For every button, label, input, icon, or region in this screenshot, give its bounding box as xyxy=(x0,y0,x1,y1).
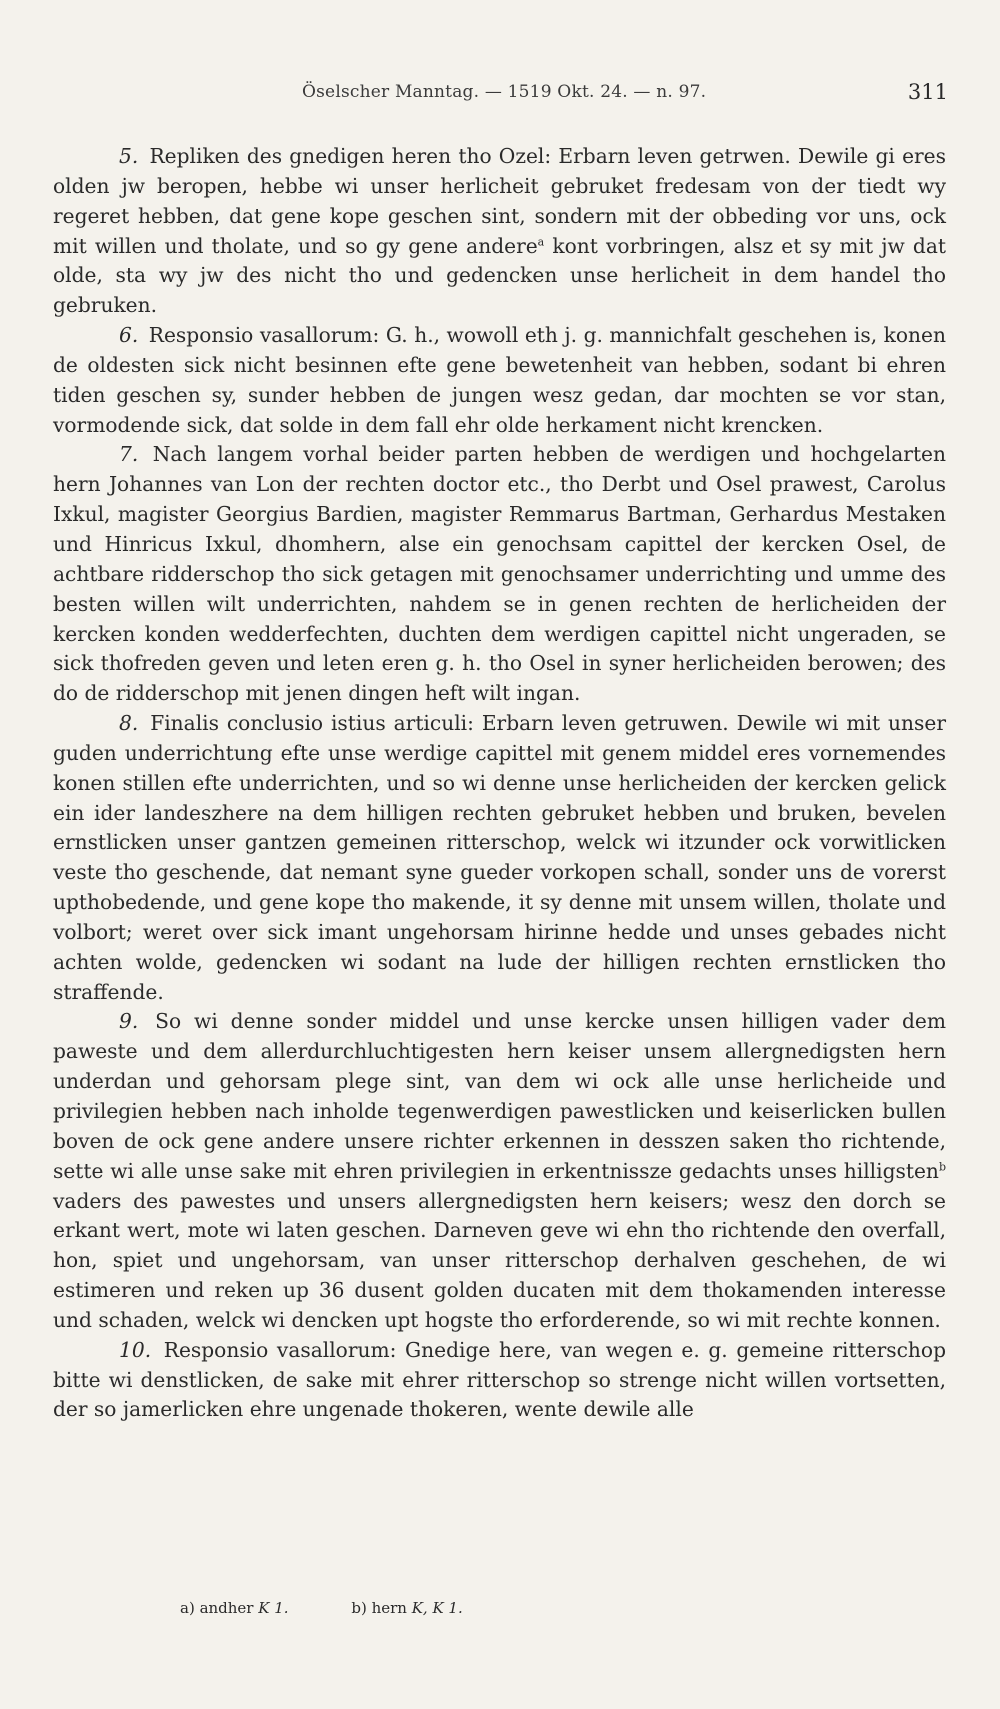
footnote-b xyxy=(351,1599,462,1617)
page-header xyxy=(0,82,1000,112)
footnotes xyxy=(180,1599,521,1617)
paragraph-text-cont: kont vorbringen, alsz et sy mit jw dat olde, sta wy jw des nicht tho und gedencken unse herlicheit in dem handel tho gebruken. xyxy=(53,233,946,318)
footnote-a-text: a) andher xyxy=(180,1599,254,1617)
main-text xyxy=(53,142,946,1425)
footnote-a xyxy=(180,1599,293,1617)
paragraph-number: 7. xyxy=(119,442,139,467)
paragraph-text: Finalis conclusio istius articuli: Erbarn leven getruwen. Dewile wi mit unser guden underrichtung efte unse werdige capittel mit genem middel eres vornemendes konen stillen efte underrichten, und so wi denne unse herlicheiden der kercken gelick ein ider landeszhere na dem hilligen rechten gebruket hebben und bruken, bevelen ernstlicken unser gantzen gemeinen ritterschop, welck wi itzunder ock vorwitlicken veste tho geschende, dat nemant syne gueder vorkopen schall, sonder uns de vorerst upthobedende, und gene kope tho makende, it sy denne mit unsem willen, tholate und volbort; weret over sick imant ungehorsam hirinne hedde und unses gebades nicht achten wolde, gedencken wi sodant na lude der hilligen rechten ernstlicken tho straffende. xyxy=(53,711,946,1004)
page-number: 311 xyxy=(907,80,948,104)
paragraph-7 xyxy=(53,440,946,709)
paragraph-10 xyxy=(53,1336,946,1426)
paragraph-number: 10. xyxy=(119,1337,152,1362)
paragraph-number: 8. xyxy=(119,711,139,736)
paragraph-8 xyxy=(53,709,946,1007)
footnote-b-text: b) hern xyxy=(351,1599,407,1617)
footnote-marker-a: a xyxy=(537,234,545,248)
paragraph-number: 9. xyxy=(119,1009,139,1034)
running-head: Öselscher Manntag. — 1519 Okt. 24. — n. 97. xyxy=(302,82,707,102)
footnote-marker-b: b xyxy=(938,1159,946,1173)
paragraph-text: So wi denne sonder middel und unse kercke unsen hilligen vader dem paweste und dem allerdurchluchtigesten hern keiser unsem allergnedigsten hern underdan und gehorsam plege sint, van dem wi ock alle unse herlicheide und privilegien hebben nach inholde tegenwerdigen pawestlicken und keiserlicken bullen boven de ock gene andere unsere richter erkennen in desszen saken tho richtende, sette wi alle unse sake mit ehren privilegien in erkentnissze gedachts unses hilligsten xyxy=(53,1009,947,1183)
paragraph-number: 6. xyxy=(119,323,139,348)
paragraph-text-cont: vaders des pawestes und unsers allergnedigsten hern keisers; wesz den dorch se erkant wert, mote wi laten geschen. Darneven geve wi ehn tho richtende den overfall, hon, spiet und ungehorsam, van unser ritterschop derhalven geschehen, de wi estimeren und reken up 36 dusent golden ducaten mit dem thokamenden interesse und schaden, welck wi dencken upt hogste tho erforderende, so wi mit rechte konnen. xyxy=(53,1188,946,1332)
footnote-a-source: K 1. xyxy=(258,1599,289,1617)
footnote-b-source: K, K 1. xyxy=(411,1599,463,1617)
paragraph-9 xyxy=(53,1007,946,1335)
paragraph-text: Responsio vasallorum: Gnedige here, van wegen e. g. gemeine ritterschop bitte wi denstlicken, de sake mit ehrer ritterschop so strenge nicht willen vortsetten, der so jamerlicken ehre ungenade thokeren, wente dewile alle xyxy=(53,1337,947,1422)
paragraph-number: 5. xyxy=(119,144,139,168)
paragraph-5 xyxy=(53,142,946,321)
paragraph-text: Repliken des gnedigen heren tho Ozel: Erbarn leven getrwen. Dewile gi eres olden jw beropen, hebbe wi unser herlicheit gebruket fredesam von der tiedt wy regeret hebben, dat gene kope geschen sint, sondern mit der obbeding vor uns, ock mit willen und tholate, und so gy gene andere xyxy=(53,144,946,258)
paragraph-6 xyxy=(53,321,946,440)
paragraph-text: Responsio vasallorum: G. h., wowoll eth j. g. mannichfalt geschehen is, konen de oldesten sick nicht besinnen efte gene bewetenheit van hebben, sodant bi ehren tiden geschen sy, sunder hebben de jungen wesz gedan, dar mochten se vor stan, vormodende sick, dat solde in dem fall ehr olde herkament nicht krencken. xyxy=(53,323,946,437)
paragraph-text: Nach langem vorhal beider parten hebben de werdigen und hochgelarten hern Johannes van Lon der rechten doctor etc., tho Derbt und Osel prawest, Carolus Ixkul, magister Georgius Bardien, magister Remmarus Bartman, Gerhardus Mestaken und Hinricus Ixkul, dhomhern, alse ein genochsam capittel der kercken Osel, de achtbare ridderschop tho sick getagen mit genochsamer underrichting und umme des besten willen wilt underrichten, nahdem se in genen rechten de herlicheiden der kercken konden wedderfechten, duchten dem werdigen capittel nicht ungeraden, se sick thofreden geven und leten eren g. h. tho Osel in syner herlicheiden berowen; des do de ridderschop mit jenen dingen heft wilt ingan. xyxy=(53,442,946,706)
